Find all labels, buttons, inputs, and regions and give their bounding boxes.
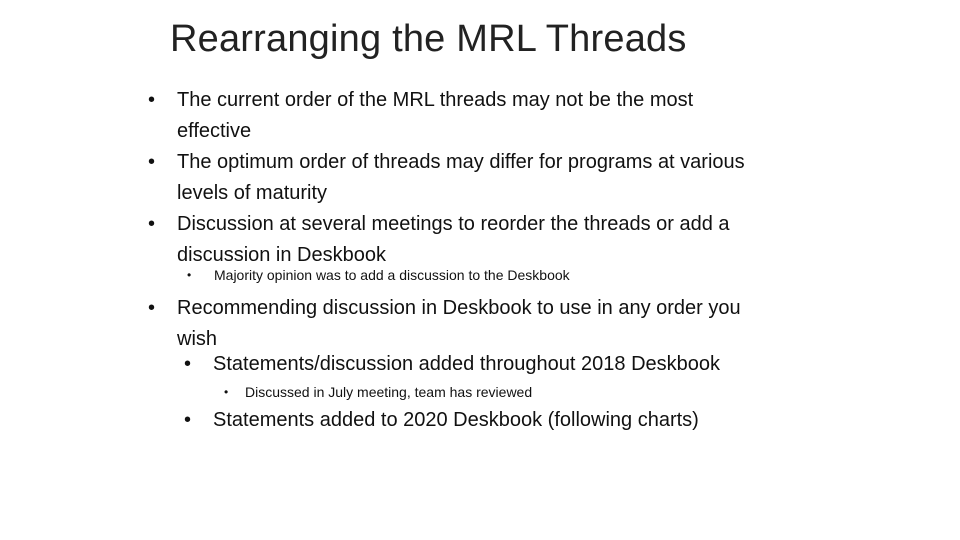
- bullet-dot: •: [148, 89, 156, 111]
- sub-bullet-4a: [184, 349, 721, 380]
- sub-bullet-4b: [184, 405, 699, 436]
- slide-title: Rearranging the MRL Threads: [170, 18, 687, 60]
- sub-bullet-4b-text: Statements added to 2020 Deskbook (following charts): [213, 409, 699, 431]
- bullet-2: [148, 147, 745, 209]
- bullet-1: [148, 85, 694, 147]
- sub-bullet-4a-text: Statements/discussion added throughout 2018 Deskbook: [213, 353, 721, 375]
- bullet-dot: •: [184, 409, 192, 431]
- bullet-dot: •: [184, 353, 192, 375]
- bullet-4-line-1: Recommending discussion in Deskbook to use in any order you: [177, 297, 741, 319]
- bullet-1-line-2: effective: [177, 120, 252, 142]
- bullet-dot: •: [187, 268, 192, 282]
- bullet-dot: •: [224, 385, 229, 399]
- sub-bullet-3a-text: Majority opinion was to add a discussion to the Deskbook: [214, 267, 570, 283]
- bullet-dot: •: [148, 213, 156, 235]
- bullet-3: [148, 209, 730, 271]
- bullet-dot: •: [148, 151, 156, 173]
- sub-sub-bullet-4ai-text: Discussed in July meeting, team has reviewed: [245, 384, 533, 400]
- bullet-3-line-1: Discussion at several meetings to reorder the threads or add a: [177, 213, 730, 235]
- bullet-4: [148, 293, 741, 355]
- bullet-3-line-2: discussion in Deskbook: [177, 244, 386, 266]
- bullet-dot: •: [148, 297, 156, 319]
- sub-sub-bullet-4ai: [224, 381, 533, 403]
- bullet-2-line-2: levels of maturity: [177, 182, 328, 204]
- bullet-1-line-1: The current order of the MRL threads may not be the most: [177, 89, 694, 111]
- bullet-2-line-1: The optimum order of threads may differ for programs at various: [177, 151, 745, 173]
- bullet-4-line-2: wish: [177, 328, 218, 350]
- sub-bullet-3a: [187, 264, 570, 286]
